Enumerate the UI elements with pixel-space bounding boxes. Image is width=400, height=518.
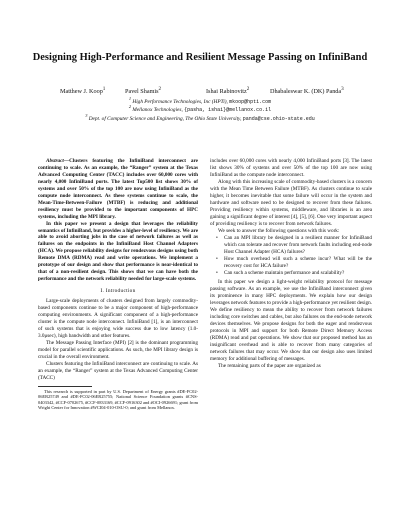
paper-title: Designing High-Performance and Resilient Message Passing on InfiniBand <box>32 52 368 63</box>
section-heading: I. Introduction <box>100 288 136 295</box>
affiliation-2 <box>0 104 400 113</box>
affiliation-email: {pasha, ishai}@mellanox.co.il <box>184 106 272 113</box>
abstract <box>38 158 198 283</box>
affiliation-text: High Performance Technologies, Inc (HPTi), <box>132 98 228 105</box>
author-1 <box>60 86 105 95</box>
body-paragraph: We seek to answer the following questions with this work: <box>218 227 340 234</box>
affiliation-text: Mellanox Technologies, <box>132 106 183 113</box>
author-2 <box>125 86 161 95</box>
author-4 <box>270 86 344 95</box>
author-list <box>0 86 400 96</box>
author-mark: 2 <box>158 86 162 92</box>
body-paragraph: includes over 60,000 cores with nearly 4,000 InfiniBand ports [3]. The latest list shows 30% of systems and over 50% of the top 100 are now using InfiniBand as the compute node interconnect. <box>210 158 372 178</box>
body-paragraph: Large-scale deployments of clusters designed from largely commodity-based components continue to be a major component of high-performance computing environments. A significant component of a high-performance cluster is the compute node interconnect. InfiniBand [1], is an interconnect of such systems that is enjoying wide success due to low latency (1.0-3.0μsec), high bandwidth and other features. <box>38 298 198 339</box>
body-paragraph: Along with this increasing scale of commodity-based clusters is a concern with the Mean Time Between Failure (MTBF). As clusters continue to scale higher, it becomes inevitable that some failure will occur in the system and hardware and software need to be designed to recover from these failures. Providing resiliency within systems, middleware, and libraries is an area gaining a significant degree of interest [4], [5], [6]. One very important aspect of providing resiliency is to recover from network failures. <box>210 178 372 227</box>
affiliation-email: mkoop@hpti.com <box>229 98 272 105</box>
author-name: Matthew J. Koop <box>60 88 103 96</box>
question-list <box>210 235 372 277</box>
affiliation-mark: 3 <box>85 113 88 118</box>
body-paragraph: The Message Passing Interface (MPI) [2] is the dominant programming model for parallel scientific applications. As such, the MPI library design is crucial in the overall environment. <box>38 339 198 360</box>
footnote-divider <box>38 386 92 387</box>
body-paragraph: Clusters featuring the InfiniBand interconnect are continuing to scale. As an example, the “Ranger” system at the Texas Advanced Computing Center (TACC) <box>38 360 198 381</box>
footnote: This research is supported in part by U.S. Department of Energy grants #DE-FC02-06ER25749 and #DE-FC02-06ER25755; National Science Foundation grants #CNS-0403342, #CCF-0702675, #CCF-0833169, #CCF-0916302 and #OCI-0926691; grant from Wright Center for Innovation #WCI04-010-OSU-0; and grant from Mellanox. <box>38 388 199 411</box>
author-3 <box>206 86 249 95</box>
left-column <box>38 158 198 411</box>
list-item: • Can such a scheme maintain performance and scalability? <box>224 270 372 277</box>
author-name: Ishai Rabinovitz <box>206 88 247 96</box>
author-name: Dhabaleswar K. (DK) Panda <box>270 88 342 96</box>
affiliation-mark: 1 <box>128 96 132 101</box>
list-item: • Can an MPI library be designed in a resilient manner for InfiniBand which can tolerate and recover from network faults including end-node Host Channel Adapter (HCA) failures? <box>224 235 372 256</box>
affiliation-text: Dept. of Computer Science and Engineering, The Ohio State University, <box>88 115 242 122</box>
abstract-text: —Clusters featuring the InfiniBand interconnect are continuing to scale. As an example, the “Ranger” system at the Texas Advanced Computing Center (TACC) includes over 60,000 cores with nearly 4,000 InfiniBand ports. The latest Top500 list shows 30% of systems and over 50% of the top 100 are now using InfiniBand as the compute node interconnect. As these systems continue to scale, the Mean-Time-Between-Failure (MTBF) is reducing and additional resiliency must be provided to the important components of HPC systems, including the MPI library. <box>38 158 198 220</box>
abstract-paragraph: In this paper we present a design that leverages the reliability semantics of InfiniBand, but provides a higher-level of resiliency. We are able to avoid aborting jobs in the case of network failures as well as failures on the endpoints in the InfiniBand Host Channel Adapters (HCA). We propose reliability designs for rendezvous designs using both Remote DMA (RDMA) read and write operations. We implement a prototype of our design and show that performance is near-identical to that of a non-resilient design. This shows that we can have both the performance and the network reliability needed for large-scale systems. <box>38 220 198 283</box>
abstract-paragraph <box>38 158 198 221</box>
affiliation-3 <box>0 113 400 122</box>
affiliation-mark: 2 <box>128 104 132 109</box>
body-paragraph: In this paper we design a light-weight reliability protocol for message passing software. As an example, we use the InfiniBand interconnect given its prominence in many HPC deployments. We explain how our design leverages network features to provide a high-performance yet resilient design. We define resiliency to mean the ability to recover from network failures including core switches and cables, but also failures on the end-node network devices themselves. We propose designs for both the eager and rendezvous protocols in MPI and support for both Remote Direct Memory Access (RDMA) read and put operations. We show that our proposed method has an insignificant overhead and is able to recover from many categories of network failures that may occur. We show that our design also uses limited memory for additional buffering of messages. <box>210 279 372 362</box>
abstract-lead: Abstract <box>46 158 64 164</box>
author-name: Pavel Shamis <box>125 88 159 96</box>
body-paragraph: The remaining parts of the paper are organized as <box>218 362 321 369</box>
right-column <box>210 158 372 370</box>
list-item: • How much overhead will such a scheme incur? What will be the recovery cost for HCA failure? <box>224 256 372 270</box>
affiliation-email: panda@cse.ohio-state.edu <box>242 115 315 122</box>
author-mark: 2 <box>246 86 250 92</box>
author-mark: 3 <box>341 86 344 92</box>
author-mark: 1 <box>102 86 106 92</box>
